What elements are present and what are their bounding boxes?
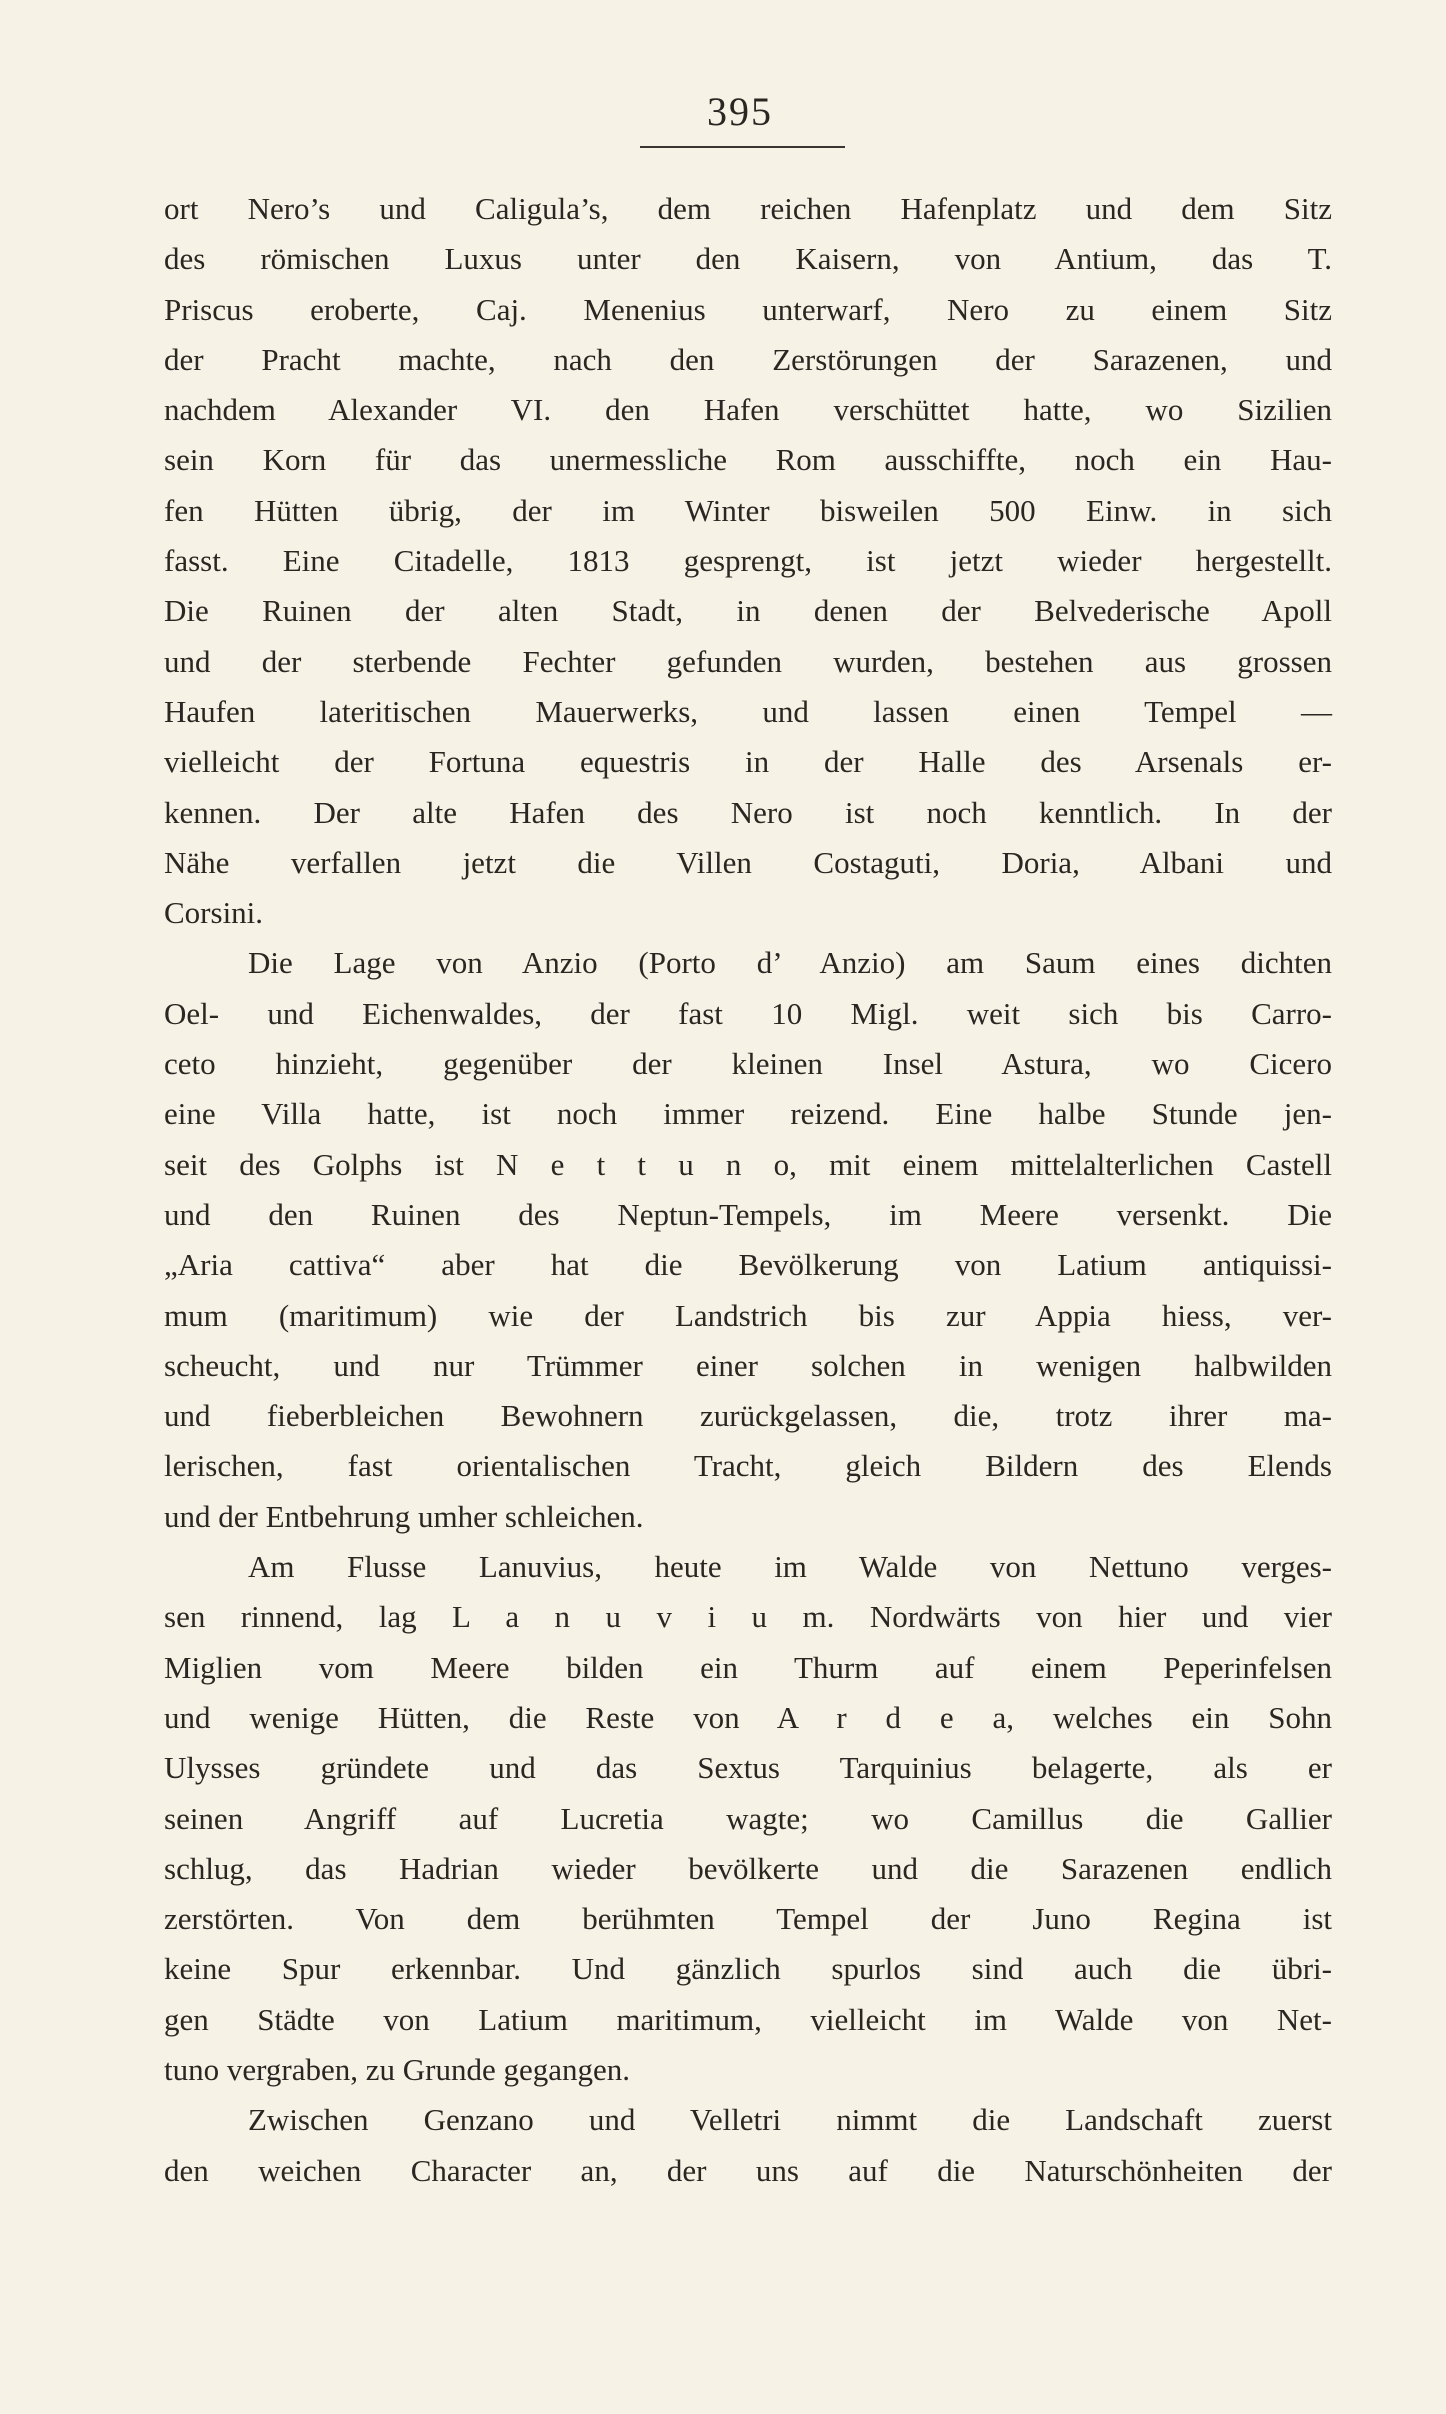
- text-line: seinen Angriff auf Lucretia wagte; wo Camillus die Gallier: [164, 1800, 1332, 1836]
- text-line: vielleicht der Fortuna equestris in der Halle des Arsenals er-: [164, 744, 1332, 780]
- text-line: kennen. Der alte Hafen des Nero ist noch kenntlich. In der: [164, 794, 1332, 830]
- text-line: Priscus eroberte, Caj. Menenius unterwarf, Nero zu einem Sitz: [164, 291, 1332, 327]
- text-line: Corsini.: [164, 895, 264, 931]
- text-line: sen rinnend, lag L a n u v i u m. Nordwärts von hier und vier: [164, 1599, 1332, 1635]
- text-line: Am Flusse Lanuvius, heute im Walde von Nettuno verges-: [248, 1549, 1332, 1585]
- text-line: tuno vergraben, zu Grunde gegangen.: [164, 2051, 630, 2087]
- text-line: des römischen Luxus unter den Kaisern, von Antium, das T.: [164, 241, 1332, 277]
- text-line: nachdem Alexander VI. den Hafen verschüttet hatte, wo Sizilien: [164, 392, 1332, 428]
- text-line: ort Nero’s und Caligula’s, dem reichen Hafenplatz und dem Sitz: [164, 191, 1332, 226]
- text-line: Nähe verfallen jetzt die Villen Costaguti, Doria, Albani und: [164, 844, 1332, 880]
- page-number: 395: [707, 89, 773, 134]
- text-line: Die Lage von Anzio (Porto d’ Anzio) am Saum eines dichten: [248, 945, 1332, 981]
- text-line: eine Villa hatte, ist noch immer reizend. Eine halbe Stunde jen-: [164, 1096, 1332, 1132]
- header-rule: [640, 146, 845, 148]
- text-line: Miglien vom Meere bilden ein Thurm auf einem Peperinfelsen: [164, 1649, 1332, 1685]
- text-line: scheucht, und nur Trümmer einer solchen in wenigen halbwilden: [164, 1347, 1332, 1383]
- text-line: Zwischen Genzano und Velletri nimmt die Landschaft zuerst: [248, 2102, 1332, 2138]
- text-line: gen Städte von Latium maritimum, vielleicht im Walde von Net-: [164, 2001, 1332, 2037]
- text-line: und den Ruinen des Neptun-Tempels, im Meere versenkt. Die: [164, 1196, 1332, 1232]
- text-line: fasst. Eine Citadelle, 1813 gesprengt, ist jetzt wieder hergestellt.: [164, 543, 1332, 579]
- text-line: lerischen, fast orientalischen Tracht, gleich Bildern des Elends: [164, 1448, 1332, 1484]
- text-line: zerstörten. Von dem berühmten Tempel der Juno Regina ist: [164, 1901, 1332, 1937]
- text-line: Die Ruinen der alten Stadt, in denen der Belvederische Apoll: [164, 593, 1332, 629]
- text-line: und der sterbende Fechter gefunden wurden, bestehen aus grossen: [164, 643, 1332, 679]
- text-line: und wenige Hütten, die Reste von A r d e a, welches ein Sohn: [164, 1699, 1332, 1735]
- text-line: ceto hinzieht, gegenüber der kleinen Insel Astura, wo Cicero: [164, 1046, 1332, 1082]
- text-line: schlug, das Hadrian wieder bevölkerte und die Sarazenen endlich: [164, 1850, 1332, 1886]
- text-line: und der Entbehrung umher schleichen.: [164, 1498, 644, 1534]
- text-line: und fieberbleichen Bewohnern zurückgelassen, die, trotz ihrer ma-: [164, 1398, 1332, 1434]
- text-line: Haufen lateritischen Mauerwerks, und lassen einen Tempel —: [164, 693, 1332, 729]
- text-line: den weichen Character an, der uns auf die Naturschönheiten der: [164, 2152, 1332, 2188]
- text-line: Oel- und Eichenwaldes, der fast 10 Migl. weit sich bis Carro-: [164, 995, 1332, 1031]
- text-line: Ulysses gründete und das Sextus Tarquinius belagerte, als er: [164, 1750, 1332, 1786]
- body-text: [164, 184, 1332, 2196]
- text-line: fen Hütten übrig, der im Winter bisweilen 500 Einw. in sich: [164, 492, 1332, 528]
- text-line: sein Korn für das unermessliche Rom ausschiffte, noch ein Hau-: [164, 442, 1332, 478]
- text-line: der Pracht machte, nach den Zerstörungen der Sarazenen, und: [164, 341, 1332, 377]
- text-line: seit des Golphs ist N e t t u n o, mit einem mittelalterlichen Castell: [164, 1146, 1332, 1182]
- text-line: mum (maritimum) wie der Landstrich bis zur Appia hiess, ver-: [164, 1297, 1332, 1333]
- text-line: keine Spur erkennbar. Und gänzlich spurlos sind auch die übri-: [164, 1951, 1332, 1987]
- text-line: „Aria cattiva“ aber hat die Bevölkerung von Latium antiquissi-: [164, 1247, 1332, 1283]
